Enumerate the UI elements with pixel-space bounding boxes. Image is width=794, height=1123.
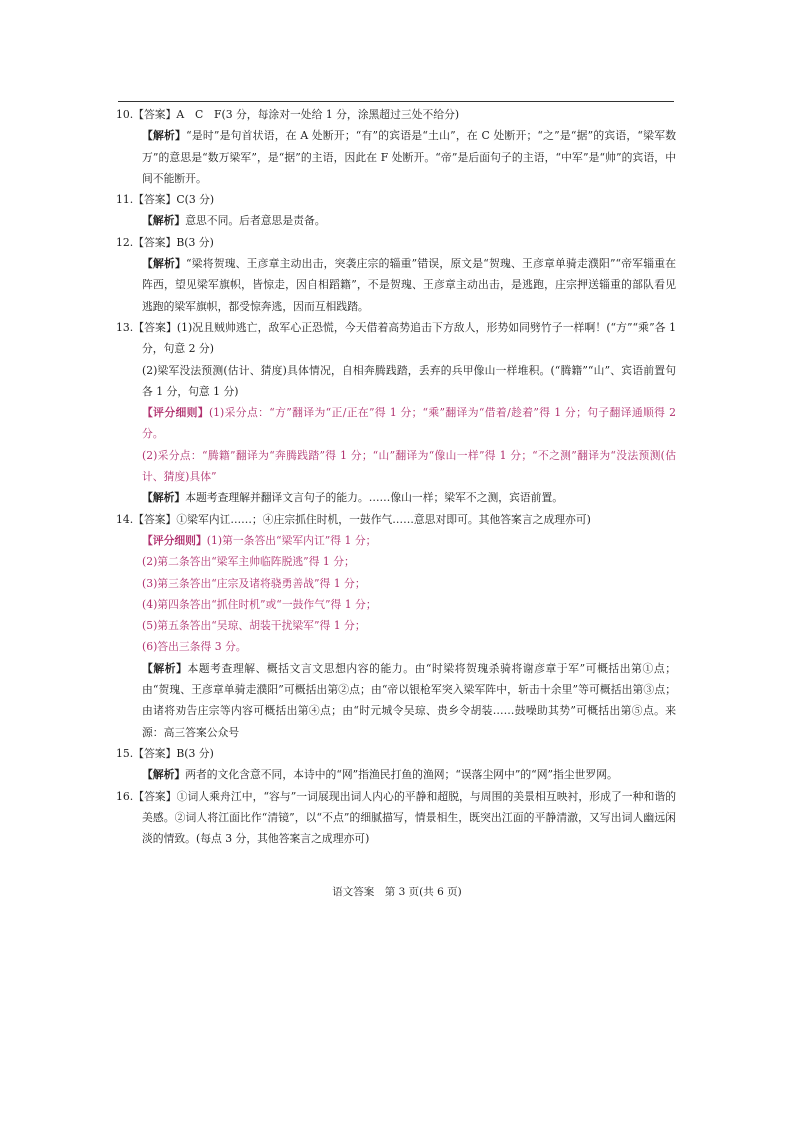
q14-answer — [116, 509, 676, 530]
q11-analysis-tag: 【解析】 — [142, 214, 186, 228]
q14-analysis — [116, 658, 676, 743]
q14-analysis-tag: 【解析】 — [142, 661, 188, 675]
q14-rubric-item-text: (1)第一条答出“梁军内讧”得 1 分； — [206, 533, 377, 547]
q12-analysis-text: “梁将贺瑰、王彦章主动出击，突袭庄宗的辎重”错误，原文是“贺瑰、王彦章单骑走濮阳”“帝军辎重在阵西，望见梁军旗帜，皆惊走，因自相蹈籍”，不是贺瑰、王彦章主动出击，是逃跑，庄宗押送辎重的部队看见逃跑的梁军旗帜，都受惊奔逃，因而互相践踏。 — [142, 257, 676, 313]
q16-answer-text: ①词人乘舟江中，“容与”一词展现出词人内心的平静和超脱，与周围的美景相互映衬，形成了一种和谐的美感。②词人将江面比作“清镜”，以“不点”的细腻描写，情景相生，既突出江面的平静清澈，又写出词人幽远闲淡的情致。(每点 3 分，其他答案言之成理亦可) — [142, 789, 677, 846]
q11-analysis-text: 意思不同。后者意思是责备。 — [185, 214, 326, 228]
q10-analysis — [116, 125, 676, 189]
q12-analysis — [116, 253, 676, 317]
q13-answer-tag: 13.【答案】 — [116, 320, 177, 334]
q14-rubric-item — [116, 530, 676, 551]
q15-answer: 15.【答案】B(3 分) — [116, 746, 214, 760]
q13-analysis — [116, 487, 676, 508]
q13-rubric-1-text: (1)采分点：“方”翻译为“正/正在”得 1 分；“乘”翻译为“借着/趁着”得 1 分；句子翻译通顺得 2 分。 — [142, 406, 677, 441]
q14-rubric-item: (6)答出三条得 3 分。 — [142, 640, 247, 654]
q14-answer-text: ①梁军内讧……；④庄宗抓住时机，一鼓作气……意思对即可。其他答案言之成理亦可) — [176, 512, 591, 526]
header-rule — [118, 101, 674, 102]
page-footer: 语文答案 第 3 页(共 6 页) — [332, 886, 462, 898]
q10-analysis-text: “是时”是句首状语，在 A 处断开；“有”的宾语是“土山”，在 C 处断开；“之”是“据”的宾语，“梁军数万”的意思是“数万梁军”，是“据”的主语，因此在 F 处断开。“帝”是后面句子的主语，“中军”是“帅”的宾语，中间不能断开。 — [142, 129, 677, 185]
q12-analysis-tag: 【解析】 — [142, 257, 186, 271]
q13-rubric-2: (2)采分点：“腾籍”翻译为“奔腾践踏”得 1 分；“山”翻译为“像山一样”得 1 分；“不之测”翻译为“没法预测(估计、猜度)具体” — [142, 448, 676, 484]
answer-content — [116, 104, 676, 849]
q15-analysis-text: 两者的文化含意不同，本诗中的“网”指渔民打鱼的渔网；“误落尘网中”的“网”指尘世罗网。 — [185, 768, 618, 782]
q13-rubric-tag: 【评分细则】 — [142, 406, 209, 420]
q16-answer — [116, 786, 676, 850]
q15-analysis — [116, 764, 676, 785]
q12-answer: 12.【答案】B(3 分) — [116, 235, 214, 249]
q11-answer: 11.【答案】C(3 分) — [116, 193, 215, 207]
q13-rubric-1 — [116, 402, 676, 445]
q14-rubric-item: (4)第四条答出“抓住时机”或“一鼓作气”得 1 分； — [142, 597, 377, 611]
q11-analysis — [116, 210, 676, 231]
q10-answer: 10.【答案】A C F(3 分，每涂对一处给 1 分，涂黑超过三处不给分) — [116, 108, 460, 121]
q14-rubric-item: (3)第三条答出“庄宗及诸将骁勇善战”得 1 分； — [142, 576, 366, 590]
q13-answer-1-text: (1)况且贼帅逃亡，敌军心正恐慌，今天借着高势追击下方敌人，形势如同劈竹子一样啊！(“方”“乘”各 1 分，句意 2 分) — [142, 320, 676, 356]
q14-rubric-item: (5)第五条答出“吴琼、胡装干扰梁军”得 1 分； — [142, 619, 366, 633]
q14-rubric-tag: 【评分细则】 — [142, 533, 207, 547]
q13-analysis-text: 本题考查理解并翻译文言句子的能力。……像山一样；梁军不之测，宾语前置。 — [185, 491, 564, 505]
q14-rubric-item: (2)第二条答出“梁军主帅临阵脱逃”得 1 分； — [142, 555, 355, 569]
q13-analysis-tag: 【解析】 — [142, 491, 186, 505]
q13-answer-1 — [116, 317, 676, 360]
q14-analysis-text: 本题考查理解、概括文言文思想内容的能力。由“时梁将贺瑰杀骑将谢彦章于军”可概括出第①点；由“贺瑰、王彦章单骑走濮阳”可概括出第②点；由“帝以银枪军突入梁军阵中，斩击十余里”等可概括出第③点；由诸将劝告庄宗等内容可概括出第④点；由“时元城令吴琼、贵乡令胡装……鼓噪助其势”可概括出第⑤点。来源：高三答案公众号 — [142, 661, 677, 739]
q13-answer-2: (2)梁军没法预测(估计、猜度)具体情况，自相奔腾践踏，丢弃的兵甲像山一样堆积。(“腾籍”“山”、宾语前置句各 1 分，句意 1 分) — [142, 363, 676, 398]
q15-analysis-tag: 【解析】 — [142, 768, 186, 782]
q10-analysis-tag: 【解析】 — [142, 129, 187, 143]
q14-answer-tag: 14.【答案】 — [116, 512, 177, 526]
q16-answer-tag: 16.【答案】 — [116, 789, 177, 803]
